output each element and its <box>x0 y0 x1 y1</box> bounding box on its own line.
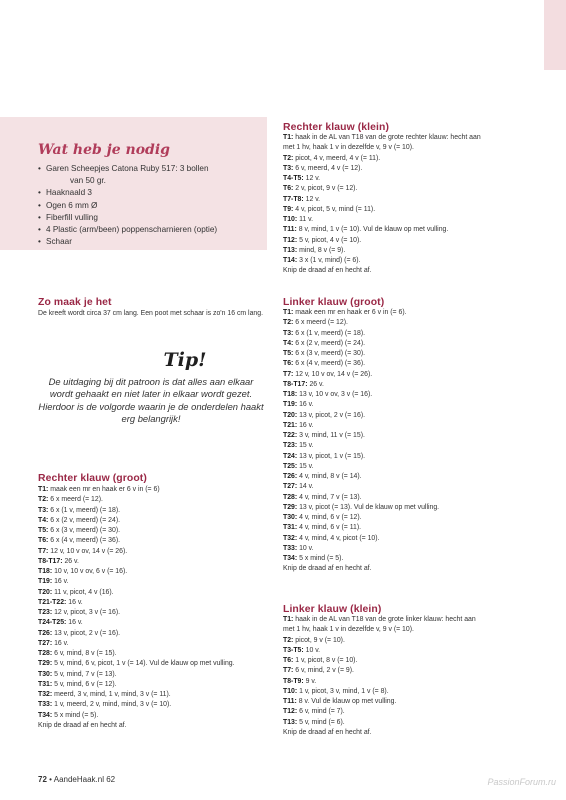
row-text: Knip de draad af en hecht af. <box>283 267 372 275</box>
pattern-row <box>283 493 439 503</box>
materials-item-text: Garen Scheepjes Catona Ruby 517: 3 bollen <box>46 164 209 173</box>
row-text: 6 v, mind (= 7). <box>299 708 345 716</box>
materials-item-text: Ogen 6 mm Ø <box>46 200 98 210</box>
watermark: PassionForum.ru <box>487 777 556 787</box>
pattern-row <box>283 666 476 676</box>
row-label: T19: <box>38 578 53 586</box>
pattern-row <box>38 547 235 557</box>
row-label: T22: <box>283 432 298 439</box>
row-text: 12 v, picot, 3 v (= 16). <box>54 609 121 616</box>
row-label: T20: <box>38 588 53 596</box>
pattern-row <box>38 690 235 700</box>
row-label: T11: <box>283 226 297 234</box>
materials-list <box>38 163 217 248</box>
materials-item <box>38 187 217 199</box>
row-text: 4 v, mind, 8 v (= 14). <box>299 473 362 480</box>
pattern-row <box>283 133 481 143</box>
row-label: T12: <box>283 236 298 244</box>
row-text: 6 x (2 v, meerd) (= 24). <box>295 339 366 347</box>
row-label: T28: <box>283 493 298 501</box>
row-text: 6 x (2 v, meerd) (= 24). <box>50 516 121 524</box>
materials-item <box>38 163 217 187</box>
row-text: 15 v. <box>299 442 314 450</box>
row-label: T26: <box>283 473 298 480</box>
row-text: 6 x meerd (= 12). <box>50 496 103 504</box>
pattern-row <box>283 339 439 349</box>
row-text: 12 v, 10 v ov, 14 v (= 26). <box>295 370 373 378</box>
row-text: 6 x meerd (= 12). <box>295 319 348 327</box>
row-label: T1: <box>38 486 49 493</box>
pattern-row <box>38 608 235 618</box>
row-text: 11 v. <box>299 216 314 223</box>
section-title-rechter-groot: Rechter klauw (groot) <box>38 473 147 484</box>
section-title-linker-klein: Linker klauw (klein) <box>283 604 382 615</box>
row-label: T7-T8: <box>283 195 304 203</box>
row-text: picot, 9 v (= 10). <box>295 636 345 644</box>
intro-text: De kreeft wordt circa 37 cm lang. Een poot met schaar is zo'n 16 cm lang. <box>38 310 263 317</box>
row-text: 5 v, picot, 4 v (= 10). <box>299 236 362 244</box>
row-label: T18: <box>283 391 298 398</box>
pattern-row <box>283 164 481 174</box>
pattern-row <box>283 441 439 451</box>
row-text: maak een mr en haak er 6 v in (= 6) <box>50 486 160 493</box>
pattern-row <box>283 308 439 318</box>
pattern-row <box>38 588 235 598</box>
row-label: T24-T25: <box>38 619 67 627</box>
row-text: 1 v, meerd, 2 v, mind, mind, 3 v (= 10). <box>54 701 172 709</box>
pattern-row <box>38 516 235 526</box>
row-text: 6 v, meerd, 4 v (= 12). <box>295 164 363 172</box>
pattern-row <box>283 472 439 482</box>
pattern-row <box>283 349 439 359</box>
tip-title: Tip! <box>163 349 207 371</box>
row-label: T6: <box>283 360 294 368</box>
pattern-row <box>283 707 476 717</box>
row-label: T7: <box>283 667 294 675</box>
pattern-row <box>283 534 439 544</box>
row-text: 14 v. <box>299 483 314 491</box>
row-text: haak in de AL van T18 van de grote rechter klauw: hecht aan <box>295 134 481 141</box>
row-label: T21-T22: <box>38 598 67 606</box>
pattern-row <box>283 143 481 153</box>
pattern-row <box>283 687 476 697</box>
tip-text: De uitdaging bij dit patroon is dat alles aan elkaar wordt gehaakt en niet later in elkaar wordt gezet. Hierdoor is de volgorde waarin je de onderdelen haakt erg belangrijk! <box>38 376 264 425</box>
materials-title: Wat heb je nodig <box>38 142 170 158</box>
section-title-linker-groot: Linker klauw (groot) <box>283 297 385 308</box>
materials-item <box>38 212 217 224</box>
row-text: 16 v. <box>54 578 69 586</box>
pattern-row <box>38 639 235 649</box>
row-label: T1: <box>283 616 294 623</box>
row-label: T29: <box>283 503 298 511</box>
pattern-row <box>283 503 439 513</box>
row-label: T1: <box>283 309 294 316</box>
row-label: T33: <box>283 544 298 552</box>
row-text: 5 x mind (= 5). <box>299 555 344 562</box>
pattern-row <box>283 728 476 738</box>
row-label: T34: <box>38 711 53 719</box>
row-text: 6 x (4 v, meerd) (= 36). <box>50 537 121 545</box>
row-label: T26: <box>38 629 53 637</box>
row-label: T2: <box>283 636 294 644</box>
row-label: T27: <box>38 639 53 647</box>
row-label: T3: <box>38 506 49 514</box>
pattern-row <box>38 506 235 516</box>
pattern-row <box>283 215 481 225</box>
pattern-row <box>283 329 439 339</box>
row-label: T3: <box>283 329 294 337</box>
row-text: maak een mr en haak er 6 v in (= 6). <box>295 309 407 316</box>
row-text: 12 v. <box>305 195 321 203</box>
row-text: 1 v, picot, 3 v, mind, 1 v (= 8). <box>299 687 389 695</box>
row-text: 16 v. <box>299 421 314 429</box>
pattern-row <box>283 523 439 533</box>
materials-item-text: Fiberfill vulling <box>46 212 98 222</box>
row-text: 16 v. <box>54 639 69 647</box>
pattern-row <box>283 431 439 441</box>
materials-item-text: Haaknaald 3 <box>46 188 92 198</box>
pattern-row <box>283 421 439 431</box>
pattern-row <box>283 390 439 400</box>
row-label: T2: <box>38 496 49 504</box>
row-text: 4 v, mind, 7 v (= 13). <box>299 493 362 501</box>
row-label: T8-T17: <box>283 380 308 388</box>
row-text: Knip de draad af en hecht af. <box>38 721 127 729</box>
row-label: T7: <box>38 547 49 555</box>
row-label: T13: <box>283 718 298 726</box>
row-text: met 1 hv, haak 1 v in dezelfde v, 9 v (= 10). <box>283 626 414 634</box>
pattern-row <box>283 615 476 625</box>
row-label: T10: <box>283 216 298 223</box>
row-text: picot, 4 v, meerd, 4 v (= 11). <box>295 154 381 162</box>
row-text: met 1 hv, haak 1 v in dezelfde v, 9 v (= 10). <box>283 144 414 152</box>
row-text: 6 v, mind, 2 v (= 9). <box>295 667 354 675</box>
pattern-row <box>283 184 481 194</box>
pattern-row <box>283 195 481 205</box>
row-label: T31: <box>38 680 53 688</box>
row-text: 3 x (1 v, mind) (= 6). <box>299 257 361 264</box>
row-text: 13 v, 10 v ov, 3 v (= 16). <box>299 391 373 398</box>
pattern-row <box>283 646 476 656</box>
row-text: 1 v, picot, 8 v (= 10). <box>295 657 358 664</box>
page-footer <box>38 775 115 784</box>
row-label: T31: <box>283 524 298 532</box>
pattern-row <box>38 536 235 546</box>
pattern-row <box>38 567 235 577</box>
row-label: T2: <box>283 319 294 327</box>
pattern-row <box>283 154 481 164</box>
pattern-row <box>283 266 481 276</box>
corner-tab <box>544 0 566 70</box>
materials-item-cont: van 50 gr. <box>70 176 106 186</box>
row-label: T3: <box>283 164 294 172</box>
pattern-row <box>283 636 476 646</box>
pattern-row <box>283 400 439 410</box>
row-label: T10: <box>283 687 298 695</box>
intro-title: Zo maak je het <box>38 297 112 308</box>
row-label: T12: <box>283 708 298 716</box>
pattern-row <box>38 598 235 608</box>
pattern-row <box>283 544 439 554</box>
row-text: 15 v. <box>299 462 314 470</box>
pattern-row <box>283 359 439 369</box>
pattern-row <box>283 482 439 492</box>
pattern-row <box>38 485 235 495</box>
materials-item <box>38 200 217 212</box>
row-text: mind, 8 v (= 9). <box>299 246 346 254</box>
row-text: 4 v, mind, 4 v, picot (= 10). <box>299 534 380 542</box>
pattern-row <box>38 721 235 731</box>
pattern-row <box>38 670 235 680</box>
row-text: 6 x (1 v, meerd) (= 18). <box>50 506 121 514</box>
row-label: T1: <box>283 134 294 141</box>
row-text: 6 v, mind, 8 v (= 15). <box>54 650 117 657</box>
row-text: 5 v, mind (= 6). <box>299 718 345 726</box>
materials-item <box>38 236 217 248</box>
pattern-row <box>38 659 235 669</box>
row-text: 13 v, picot, 1 v (= 15). <box>299 452 366 460</box>
row-text: 11 v, picot, 4 v (16). <box>54 588 114 596</box>
pattern-row <box>283 718 476 728</box>
row-text: 5 x mind (= 5). <box>54 711 99 719</box>
row-text: 26 v. <box>309 380 324 388</box>
row-label: T11: <box>283 698 297 705</box>
row-label: T6: <box>283 185 294 193</box>
pattern-row <box>283 564 439 574</box>
row-label: T33: <box>38 701 53 709</box>
row-text: 16 v. <box>68 598 83 606</box>
pattern-row <box>38 700 235 710</box>
row-text: 13 v, picot, 2 v (= 16). <box>54 629 121 637</box>
rows-linker-groot <box>283 308 439 575</box>
row-label: T8-T17: <box>38 557 63 565</box>
rows-rechter-klein <box>283 133 481 277</box>
row-text: 6 x (4 v, meerd) (= 36). <box>295 360 366 368</box>
materials-item-text: Schaar <box>46 237 72 247</box>
row-label: T30: <box>38 670 53 678</box>
row-text: 13 v, picot, 2 v (= 16). <box>299 411 366 419</box>
row-text: 8 v, mind, 1 v (= 10). Vul de klauw op met vulling. <box>298 226 449 234</box>
row-text: 6 x (3 v, meerd) (= 30). <box>295 350 366 357</box>
row-text: 3 v, mind, 11 v (= 15). <box>299 432 365 439</box>
row-text: 10 v. <box>299 544 314 552</box>
row-text: 4 v, mind, 6 v (= 11). <box>299 524 362 532</box>
row-label: T8-T9: <box>283 677 304 685</box>
row-label: T30: <box>283 514 298 521</box>
row-label: T34: <box>283 555 298 562</box>
row-text: 13 v, picot (= 13). Vul de klauw op met vulling. <box>299 503 440 511</box>
pattern-row <box>283 677 476 687</box>
row-text: 5 v, mind, 6 v (= 12). <box>54 680 117 688</box>
pattern-row <box>283 174 481 184</box>
row-label: T27: <box>283 483 298 491</box>
row-text: 12 v, 10 v ov, 14 v (= 26). <box>50 547 128 555</box>
pattern-row <box>283 625 476 635</box>
pattern-row <box>283 370 439 380</box>
row-label: T6: <box>283 657 294 664</box>
row-label: T14: <box>283 257 298 264</box>
page-number: 72 <box>38 775 47 784</box>
row-label: T32: <box>283 534 298 542</box>
footer-source: AandeHaak.nl 62 <box>53 775 116 784</box>
pattern-row <box>283 318 439 328</box>
rows-rechter-groot <box>38 485 235 731</box>
row-text: Knip de draad af en hecht af. <box>283 728 372 736</box>
pattern-row <box>38 680 235 690</box>
pattern-row <box>283 513 439 523</box>
pattern-row <box>283 554 439 564</box>
pattern-row <box>283 656 476 666</box>
row-label: T9: <box>283 205 294 213</box>
pattern-row <box>38 577 235 587</box>
row-text: 10 v, 10 v ov, 6 v (= 16). <box>54 568 128 575</box>
row-label: T18: <box>38 568 53 575</box>
row-label: T29: <box>38 660 53 668</box>
row-text: 8 v. Vul de klauw op met vulling. <box>298 698 397 705</box>
pattern-row <box>38 526 235 536</box>
row-label: T4-T5: <box>283 175 304 182</box>
row-text: 4 v, picot, 5 v, mind (= 11). <box>295 205 376 213</box>
row-text: meerd, 3 v, mind, 1 v, mind, 3 v (= 11). <box>54 691 171 698</box>
row-label: T13: <box>283 246 298 254</box>
pattern-row <box>38 557 235 567</box>
row-text: 26 v. <box>64 557 79 565</box>
pattern-row <box>38 629 235 639</box>
footer-bullet: • <box>49 775 52 784</box>
row-text: 12 v. <box>305 175 321 182</box>
row-label: T5: <box>283 350 294 357</box>
pattern-row <box>38 495 235 505</box>
row-text: 2 v, picot, 9 v (= 12). <box>295 185 358 193</box>
row-label: T28: <box>38 650 53 657</box>
row-label: T32: <box>38 691 53 698</box>
row-text: 5 v, mind, 7 v (= 13). <box>54 670 117 678</box>
row-text: 16 v. <box>68 619 83 627</box>
row-label: T6: <box>38 537 49 545</box>
pattern-row <box>38 711 235 721</box>
row-label: T20: <box>283 411 298 419</box>
row-label: T2: <box>283 154 294 162</box>
row-label: T19: <box>283 401 298 409</box>
row-label: T5: <box>38 527 49 534</box>
row-text: 4 v, mind, 6 v (= 12). <box>299 514 362 521</box>
pattern-row <box>38 618 235 628</box>
row-text: 6 x (1 v, meerd) (= 18). <box>295 329 366 337</box>
pattern-row <box>283 225 481 235</box>
pattern-row <box>283 697 476 707</box>
pattern-row <box>283 380 439 390</box>
row-text: 6 x (3 v, meerd) (= 30). <box>50 527 121 534</box>
pattern-row <box>283 452 439 462</box>
row-label: T21: <box>283 421 298 429</box>
row-text: Knip de draad af en hecht af. <box>283 565 372 573</box>
row-text: haak in de AL van T18 van de grote linker klauw: hecht aan <box>295 616 476 623</box>
row-text: 10 v. <box>305 646 321 654</box>
pattern-row <box>283 246 481 256</box>
materials-item-text: 4 Plastic (arm/been) poppenscharnieren (optie) <box>46 225 218 235</box>
row-label: T23: <box>38 609 53 616</box>
row-text: 16 v. <box>299 401 314 409</box>
row-label: T4: <box>38 516 49 524</box>
pattern-row <box>283 205 481 215</box>
row-text: 9 v. <box>305 677 317 685</box>
section-title-rechter-klein: Rechter klauw (klein) <box>283 122 390 133</box>
row-label: T24: <box>283 452 298 460</box>
row-text: 5 v, mind, 6 v, picot, 1 v (= 14). Vul de klauw op met vulling. <box>54 660 235 668</box>
pattern-row <box>283 462 439 472</box>
row-label: T3-T5: <box>283 646 304 654</box>
pattern-row <box>283 256 481 266</box>
row-label: T4: <box>283 339 294 347</box>
pattern-row <box>38 649 235 659</box>
pattern-row <box>283 236 481 246</box>
row-label: T23: <box>283 442 298 450</box>
rows-linker-klein <box>283 615 476 738</box>
materials-item <box>38 224 217 236</box>
row-label: T25: <box>283 462 298 470</box>
pattern-row <box>283 411 439 421</box>
row-label: T7: <box>283 370 294 378</box>
